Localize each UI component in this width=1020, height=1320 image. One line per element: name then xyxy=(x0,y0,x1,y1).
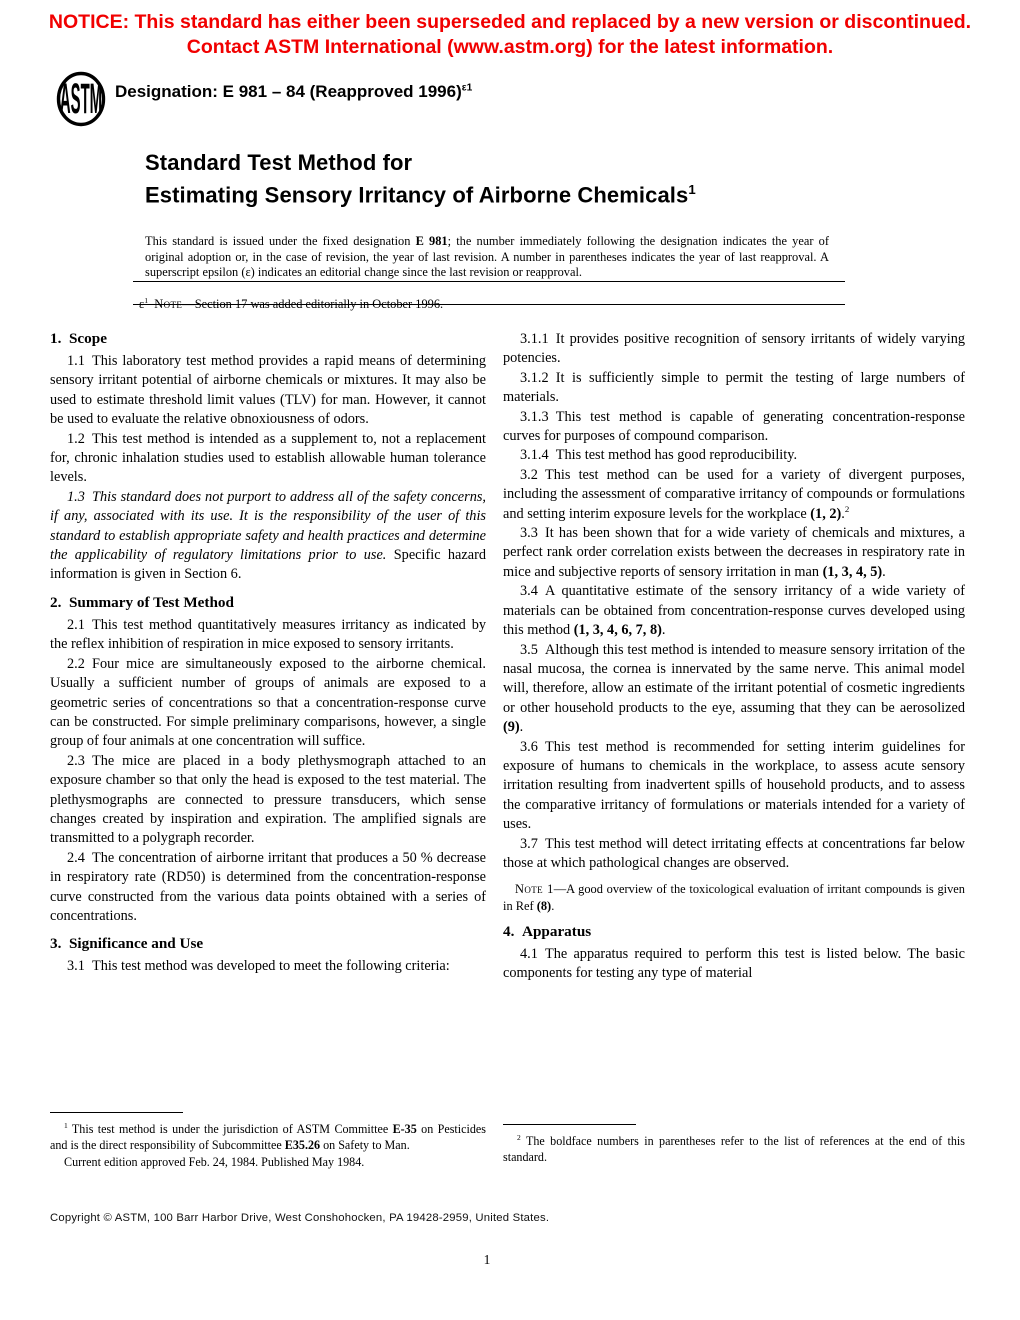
section-heading xyxy=(50,594,486,612)
footnote-separator xyxy=(50,1112,183,1113)
text-run: 1.2 This test method is intended as a supplement to, not a replacement for, chronic inhalation studies used to establish allowable human tolerance levels. xyxy=(50,430,486,486)
body-paragraph xyxy=(503,582,965,640)
text-run: . xyxy=(519,719,524,736)
designation-line xyxy=(115,82,472,102)
text-run: (1, 2) xyxy=(810,505,842,522)
body-paragraph xyxy=(50,616,486,655)
body-paragraph xyxy=(50,849,486,927)
text-run: 2 xyxy=(517,1132,521,1142)
text-run: . xyxy=(882,563,886,580)
body-paragraph xyxy=(503,945,965,984)
text-run: 1 xyxy=(64,1120,68,1130)
text-run: 2 xyxy=(844,503,850,514)
text-run: on Safety to Man. xyxy=(320,1138,410,1153)
astm-logo xyxy=(55,63,107,140)
astm-logo-icon xyxy=(55,63,107,135)
notice-line-2: Contact ASTM International (www.astm.org) for the latest information. xyxy=(186,36,834,58)
text-run: . xyxy=(551,898,555,913)
note-paragraph xyxy=(503,881,965,913)
footnote-block-right xyxy=(503,1124,965,1166)
text-run: . xyxy=(661,622,666,639)
text-run: ε xyxy=(139,297,145,312)
text-run: 1 xyxy=(144,296,149,306)
footnote-list-right xyxy=(503,1133,965,1166)
body-paragraph xyxy=(503,369,965,408)
divider xyxy=(133,304,845,305)
text-run: Note 1 xyxy=(515,882,554,897)
footnote-separator xyxy=(503,1124,636,1125)
text-run: 3.1.1 It provides positive recognition of sensory irritants of widely varying potencies. xyxy=(503,331,965,367)
text-run: Specific hazard information is given in Section 6. xyxy=(50,547,486,583)
text-run: 3. Significance and Use xyxy=(50,935,204,953)
notice-line-1: NOTICE: This standard has either been superseded and replaced by a new version or discontinued. xyxy=(48,11,972,33)
text-run: 2.1 This test method quantitatively measures irritancy as indicated by the reflex inhibition of respiration in mice exposed to sensory irritants. xyxy=(50,616,486,653)
text-run: . xyxy=(841,505,845,522)
text-run: E 981 xyxy=(415,234,448,249)
body-paragraph xyxy=(50,957,486,976)
designation-epsilon-superscript: ε1 xyxy=(461,82,473,94)
footnote-text xyxy=(503,1133,965,1166)
copyright-line: Copyright © ASTM, 100 Barr Harbor Drive, West Conshohocken, PA 19428-2959, United States. xyxy=(50,1212,550,1224)
text-run: —Section 17 was added editorially in October 1996. xyxy=(182,297,444,312)
text-run: (1, 3, 4, 5) xyxy=(822,563,883,580)
supersession-notice xyxy=(0,10,1020,60)
text-run: 4. Apparatus xyxy=(503,922,592,940)
text-run: 3.6 This test method is recommended for setting interim guidelines for exposure of humans to chemicals in the workplace, to assess acute sensory irritation resulting from inadvertent spills of household products, and to assess the comparative irritancy of formulations or materials intended for a variety of uses. xyxy=(503,738,965,833)
text-run: E-35 xyxy=(392,1122,417,1136)
text-run: 2.4 The concentration of airborne irritant that produces a 50 % decrease in respiratory rate (RD50) is determined from the concentration-response curve constructed from the various data points obtained with a series of concentrations. xyxy=(50,849,486,924)
text-run: 3.3 It has been shown that for a wide variety of chemicals and mixtures, a perfect rank order correlation exists between the decreases in respiratory rate in mice and subjective reports of sensory irritation in man xyxy=(503,525,965,580)
astm-logo-text: ASTM xyxy=(59,74,103,123)
section-heading xyxy=(50,330,486,348)
footnote-text xyxy=(50,1154,486,1170)
body-paragraph xyxy=(503,835,965,874)
text-run: Note xyxy=(154,297,183,312)
text-run: E35.26 xyxy=(284,1138,321,1153)
footnote-list-left xyxy=(50,1121,486,1170)
title-line-2-text: Estimating Sensory Irritancy of Airborne Chemicals xyxy=(145,182,689,208)
text-run: 1.1 This laboratory test method provides a rapid means of determining sensory irritant potential of airborne chemicals or mixtures. It may also be used to estimate threshold limit values (TLV) for man. However, it cannot be used to evaluate the relative obnoxiousness of odors. xyxy=(50,353,486,428)
text-run: 3.2 This test method can be used for a variety of divergent purposes, including the assessment of comparative irritancy of compounds or formulations and setting interim exposure levels for the workplace xyxy=(503,466,965,522)
text-run: (8) xyxy=(536,898,552,913)
text-run: 3.4 A quantitative estimate of the sensory irritancy of a wide variety of materials can be obtained from concentration-response curves developed using this method xyxy=(503,583,965,639)
text-run: (1, 3, 4, 6, 7, 8) xyxy=(573,622,662,639)
text-run: 2. Summary of Test Method xyxy=(50,593,234,611)
text-run: 4.1 The apparatus required to perform this test is listed below. The basic components for testing any type of material xyxy=(503,945,965,982)
section-heading xyxy=(50,935,486,953)
body-paragraph xyxy=(503,524,965,582)
body-paragraph xyxy=(50,488,486,585)
body-paragraph xyxy=(503,408,965,447)
text-run: —A good overview of the toxicological evaluation of irritant compounds is given in Ref xyxy=(503,882,965,913)
body-paragraph xyxy=(50,655,486,752)
text-run: 3.1.4 This test method has good reproducibility. xyxy=(520,447,798,464)
body-paragraph xyxy=(50,352,486,430)
text-run: on Pesticides and is the direct responsibility of Subcommittee xyxy=(50,1122,487,1153)
page-title xyxy=(145,149,696,208)
body-paragraph xyxy=(503,466,965,524)
page-number: 1 xyxy=(483,1252,491,1267)
body-paragraph xyxy=(503,446,965,465)
title-footnote-superscript: 1 xyxy=(688,182,696,197)
body-paragraph xyxy=(50,430,486,488)
text-run: 1. Scope xyxy=(50,330,107,347)
body-paragraph xyxy=(50,752,486,849)
title-line-2 xyxy=(145,176,696,208)
left-column xyxy=(50,330,486,977)
text-run: 3.1.2 It is sufficiently simple to permit the testing of large numbers of materials. xyxy=(503,369,965,406)
title-line-1: Standard Test Method for xyxy=(145,150,413,175)
body-paragraph xyxy=(503,641,965,738)
body-paragraph xyxy=(503,738,965,835)
text-run: 3.7 This test method will detect irritating effects at concentrations far below those at which pathological changes are observed. xyxy=(503,835,965,871)
text-run: 2.3 The mice are placed in a body plethysmograph attached to an exposure chamber so that only the head is exposed to the test material. The plethysmographs are connected to pressure transducers, which sense changes created by inspiration and expiration. The amplified signals are transmitted to a polygraph recorder. xyxy=(50,752,486,847)
text-run: This test method is under the jurisdiction of ASTM Committee xyxy=(67,1122,393,1136)
divider xyxy=(133,281,845,282)
footnote-block-left xyxy=(50,1112,486,1170)
text-run: The boldface numbers in parentheses refer to the list of references at the end of this standard. xyxy=(503,1134,965,1165)
text-run: 3.5 Although this test method is intended to measure sensory irritation of the nasal mucosa, the cornea is innervated by the same nerve. This animal model will, therefore, allow an estimate of the irritant potential of cosmetic ingredients or other household products to the eye, assuming that they can be aerosolized xyxy=(503,641,965,716)
text-run: Current edition approved Feb. 24, 1984. Published May 1984. xyxy=(64,1154,365,1169)
body-paragraph xyxy=(503,330,965,369)
text-run: ; the number immediately following the designation indicates the year of original adoption or, in the case of revision, the year of last revision. A number in parentheses indicates the year of last reapproval. A superscript epsilon (ε) indicates an editorial change since the last revision or reapproval. xyxy=(145,234,829,279)
text-run: 3.1 This test method was developed to meet the following criteria: xyxy=(67,958,450,975)
footnote-text xyxy=(50,1121,486,1154)
issuance-paragraph xyxy=(145,234,829,280)
text-run: 1.3 This standard does not purport to address all of the safety concerns, if any, associated with its use. It is the responsibility of the user of this standard to establish appropriate safety and health practices and determine the applicability of regulatory limitations prior to use. xyxy=(50,488,486,564)
text-run: This standard is issued under the fixed designation xyxy=(145,234,416,249)
text-run: 2.2 Four mice are simultaneously exposed to the airborne chemical. Usually a sufficient number of groups of animals are exposed to a geometric series of concentrations so that a concentration-response curve can be constructed. For simple preliminary comparisons, however, a single group of four animals at one concentration will suffice. xyxy=(50,655,486,750)
text-run: (9) xyxy=(503,719,520,736)
right-column xyxy=(503,330,965,984)
section-heading xyxy=(503,923,965,941)
text-run: 3.1.3 This test method is capable of generating concentration-response curves for purposes of compound comparison. xyxy=(503,408,965,445)
designation-text: Designation: E 981 – 84 (Reapproved 1996) xyxy=(115,82,462,101)
